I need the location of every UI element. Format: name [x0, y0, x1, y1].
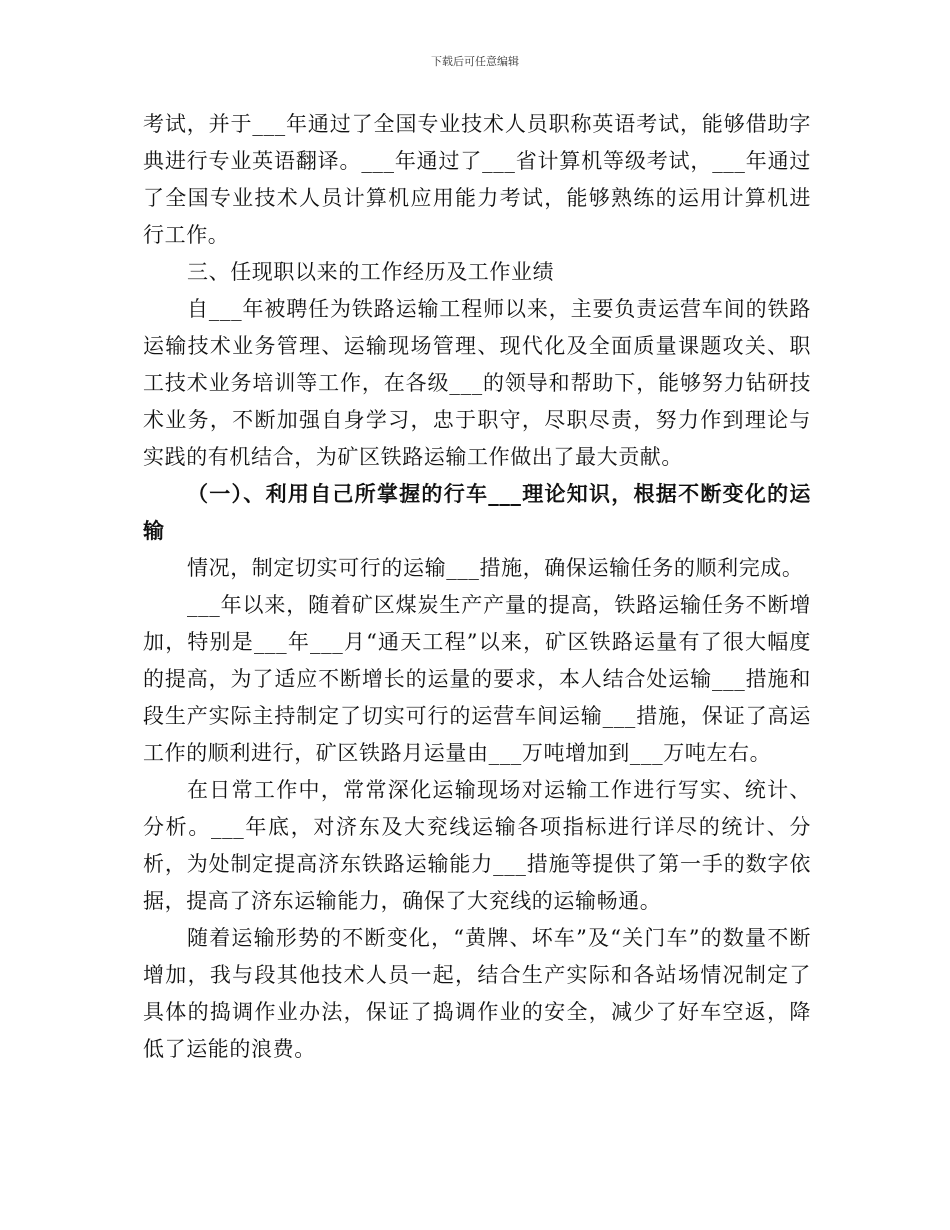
paragraph-measures: 情况，制定切实可行的运输___措施，确保运输任务的顺利完成。 [187, 556, 804, 580]
paragraph-analysis: 在日常工作中，常常深化运输现场对运输工作进行写实、统计、分析。___年底，对济东及大兖线运输各项指标进行详尽的统计、分析，为处制定提高济东铁路运输能力___措施等提供了第一手的数字依据，提高了济东运输能力，确保了大兖线的运输畅通。 [143, 778, 811, 913]
paragraph-exam: 考试，并于___年通过了全国专业技术人员职称英语考试，能够借助字典进行专业英语翻译。___年通过了___省计算机等级考试，___年通过了全国专业技术人员计算机应用能力考试，能够熟练的运用计算机进行工作。 [143, 112, 811, 247]
paragraph-role: 自___年被聘任为铁路运输工程师以来，主要负责运营车间的铁路运输技术业务管理、运输现场管理、现代化及全面质量课题攻关、职工技术业务培训等工作，在各级___的领导和帮助下，能够努力钻研技术业务，不断加强自身学习，忠于职守，尽职尽责，努力作到理论与实践的有机结合，为矿区铁路运输工作做出了最大贡献。 [143, 297, 811, 469]
paragraph-shunting: 随着运输形势的不断变化，“黄牌、坏车”及“关门车”的数量不断增加，我与段其他技术人员一起，结合生产实际和各站场情况制定了具体的捣调作业办法，保证了捣调作业的安全，减少了好车空返，降低了运能的浪费。 [143, 926, 811, 1061]
section-heading: 三、任现职以来的工作经历及工作业绩 [187, 260, 555, 284]
document-body [143, 106, 811, 1068]
subsection-heading: （一）、利用自己所掌握的行车___理论知识，根据不断变化的运输 [143, 482, 811, 543]
page-header: 下载后可任意编辑 [431, 55, 519, 68]
paragraph-volume: ___年以来，随着矿区煤炭生产产量的提高，铁路运输任务不断增加，特别是___年___月“通天工程”以来，矿区铁路运量有了很大幅度的提高，为了适应不断增长的运量的要求，本人结合处运输___措施和段生产实际主持制定了切实可行的运营车间运输___措施，保证了高运工作的顺利进行，矿区铁路月运量由___万吨增加到___万吨左右。 [143, 593, 811, 765]
